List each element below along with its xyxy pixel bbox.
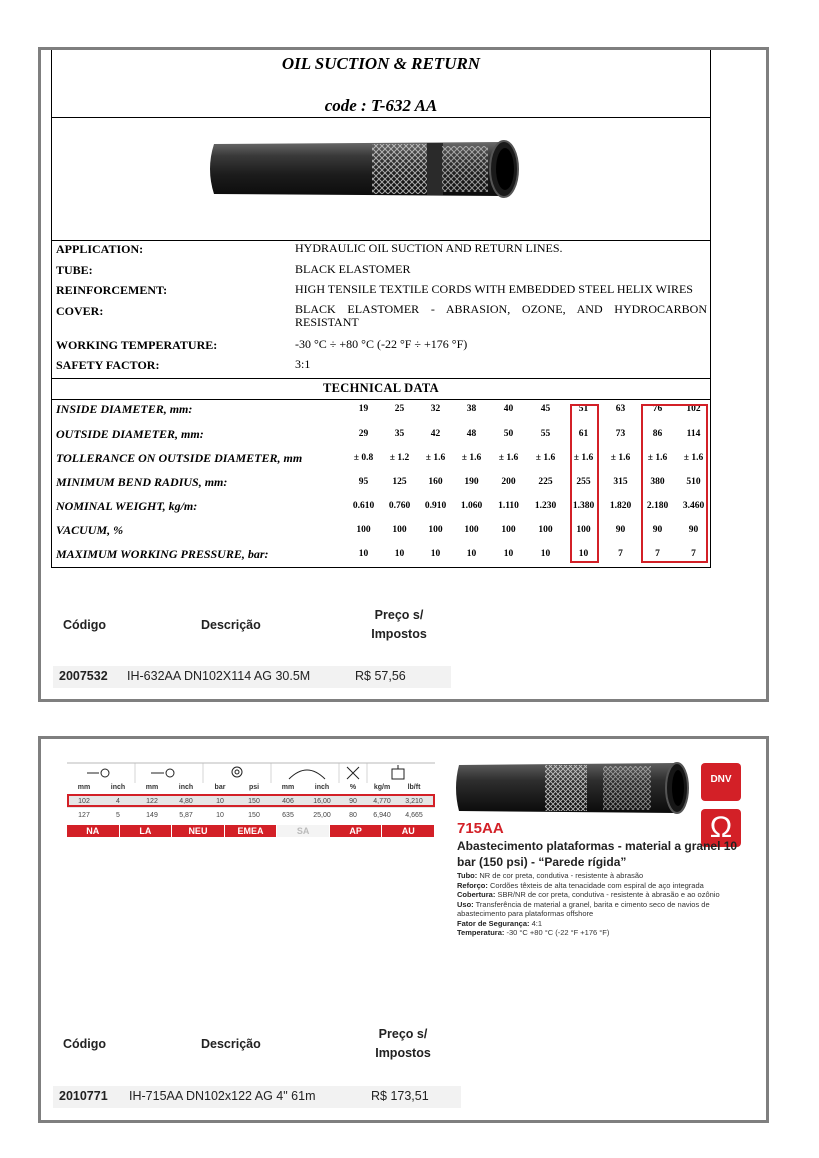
catalog-cell: 127 [78,812,90,819]
technical-data-cell: ± 1.6 [647,453,668,463]
technical-data-label: NOMINAL WEIGHT, kg/m: [56,499,198,513]
catalog-row [67,810,435,822]
catalog-unit: inch [178,784,194,791]
technical-data-row [52,402,710,426]
technical-data-cell: 114 [686,429,701,439]
catalog-cell: 10 [216,812,224,819]
spec-value-tube: BLACK ELASTOMER [295,262,411,276]
catalog-spec-value: 4:1 [531,918,543,928]
catalog-cell: 6,940 [373,812,391,819]
technical-data-cell: 42 [430,429,441,439]
technical-data-cell: 32 [430,404,441,414]
price-row [53,1086,461,1108]
catalog-spec-key: Tubo: [457,871,478,880]
catalog-spec-line [457,900,747,919]
technical-data-cell: 90 [652,525,663,535]
technical-data-cell: 315 [613,477,628,487]
technical-data-cell: 90 [688,525,699,535]
spec-label-reinforcement: REINFORCEMENT: [56,283,168,297]
catalog-cell: 4,770 [373,798,391,805]
catalog-unit: mm [281,784,295,791]
catalog-spec-value: -30 °C +80 °C (-22 °F +176 °F) [506,928,610,937]
product-description: IH-715AA DN102x122 AG 4" 61m [129,1089,316,1103]
technical-data-cell: 10 [503,549,514,559]
technical-data-cell: 160 [428,477,443,487]
technical-data-row [52,547,710,571]
price-row [53,666,451,688]
technical-data-cell: 29 [358,429,369,439]
catalog-unit: inch [314,784,330,791]
omega-badge: Ω [701,809,741,847]
technical-data-cell: ± 1.2 [389,453,410,463]
column-header-description: Descrição [201,1037,261,1051]
catalog-spec-key: Fator de Segurança: [457,918,530,928]
technical-data-cell: 7 [618,549,623,559]
dnv-badge: DNV [701,763,741,801]
technical-data-cell: 1.820 [609,501,632,511]
product-code: 2007532 [59,669,108,683]
catalog-product-title: Abastecimento plataformas - material a granel 10 bar (150 psi) - “Parede rígida” [457,839,738,869]
product-description: IH-632AA DN102X114 AG 30.5M [127,669,311,683]
region-bar [67,825,435,837]
region-tag-au: AU [382,825,434,837]
catalog-spec-key: Temperatura: [457,928,505,937]
product-price: R$ 57,56 [355,669,406,683]
technical-data-cell: 19 [358,404,369,414]
technical-data-cell: 10 [578,549,589,559]
technical-data-row [52,475,710,499]
technical-data-cell: 73 [615,429,626,439]
technical-data-cell: 50 [503,429,514,439]
technical-data-cell: 38 [466,404,477,414]
catalog-spec-key: Cobertura: [457,890,496,899]
catalog-spec-line [457,871,747,881]
technical-data-cell: 10 [358,549,369,559]
technical-data-cell: 255 [576,477,591,487]
catalog-cell: 25,00 [313,812,331,819]
column-header-price: Preço s/ Impostos [371,608,427,641]
catalog-unit: mm [77,784,91,791]
catalog-spec-value: Transferência de material a granel, barita e cimento seco de navios de abastecimento para plataformas offshore [457,899,710,918]
catalog-unit: bar [214,784,226,791]
catalog-cell: 16,00 [313,798,331,805]
spec-value-working-temperature: -30 °C ÷ +80 °C (-22 °F ÷ +176 °F) [295,337,468,351]
catalog-spec-key: Uso: [457,899,474,909]
technical-data-cell: 225 [538,477,553,487]
technical-data-cell: 61 [578,429,589,439]
technical-data-row [52,427,710,451]
catalog-spec-key: Reforço: [457,880,488,890]
spec-label-application: APPLICATION: [56,242,144,256]
catalog-product-specs [457,871,747,938]
catalog-product-code: 715AA [457,820,504,837]
technical-data-cell: 100 [428,525,443,535]
technical-data-cell: ± 1.6 [461,453,482,463]
catalog-spec-line [457,890,747,900]
catalog-spec-value: NR de cor preta, condutiva - resistente à abrasão [479,871,644,880]
catalog-highlight-box [67,794,435,807]
technical-data-cell: 45 [540,404,551,414]
technical-data-cell: 125 [392,477,407,487]
spec-value-application: HYDRAULIC OIL SUCTION AND RETURN LINES. [295,241,563,255]
technical-data-cell: ± 1.6 [573,453,594,463]
catalog-cell: 102 [78,798,90,805]
technical-data-label: OUTSIDE DIAMETER, mm: [56,427,204,441]
divider [52,378,710,379]
technical-data-cell: 1.060 [460,501,483,511]
technical-data-label: MAXIMUM WORKING PRESSURE, bar: [56,547,269,561]
technical-data-cell: ± 1.6 [683,453,704,463]
catalog-unit: inch [110,784,126,791]
region-tag-na: NA [67,825,119,837]
region-tag-neu: NEU [172,825,224,837]
catalog-spec-value: Cordões têxteis de alta tenacidade com espiral de aço integrada [489,880,704,890]
technical-data-cell: 0.910 [424,501,447,511]
technical-data-cell: 100 [464,525,479,535]
spec-value-cover: BLACK ELASTOMER - ABRASION, OZONE, AND HYDROCARBON RESISTANT [295,302,707,329]
technical-data-cell: ± 1.6 [498,453,519,463]
column-header-code: Código [63,1037,107,1051]
catalog-cell: 5 [116,812,120,819]
technical-data-cell: 90 [615,525,626,535]
catalog-spec-line [457,928,747,938]
catalog-cell: 635 [282,812,294,819]
catalog-header-icons [67,759,435,783]
technical-data-cell: 25 [394,404,405,414]
technical-data-cell: 48 [466,429,477,439]
technical-data-cell: 1.110 [498,501,519,511]
catalog-cell: 10 [216,798,224,805]
spec-label-cover: COVER: [56,304,104,318]
technical-data-cell: 35 [394,429,405,439]
catalog-cell: 4,80 [179,798,193,805]
catalog-spec-value: SBR/NR de cor preta, condutiva - resistente à abrasão e ao ozônio [497,890,720,899]
catalog-spec-line [457,919,747,929]
technical-data-cell: 86 [652,429,663,439]
technical-data-cell: 2.180 [646,501,669,511]
catalog-cell: 150 [248,798,260,805]
technical-data-cell: ± 1.6 [535,453,556,463]
catalog-unit: psi [248,784,260,791]
column-header-price: Preço s/ Impostos [375,1027,431,1060]
catalog-cell: 5,87 [179,812,193,819]
technical-data-label: INSIDE DIAMETER, mm: [56,402,193,416]
catalog-unit: % [349,784,357,791]
technical-data-cell: 63 [615,404,626,414]
column-header-description: Descrição [201,618,261,632]
technical-data-cell: 0.760 [388,501,411,511]
datasheet-title: OIL SUCTION & RETURN [281,54,481,73]
technical-data-cell: 102 [686,404,701,414]
datasheet-code: code : T-632 AA [324,96,438,115]
region-tag-sa: SA [277,825,329,837]
product-price: R$ 173,51 [371,1089,429,1103]
highlight-box-51 [570,404,599,563]
technical-data-row [52,523,710,547]
technical-data-cell: ± 1.6 [425,453,446,463]
spec-label-working-temperature: WORKING TEMPERATURE: [56,338,218,352]
catalog-cell: 80 [349,812,357,819]
catalog-cell: 406 [282,798,294,805]
technical-data-cell: 510 [686,477,701,487]
technical-data-cell: 100 [356,525,371,535]
technical-data-cell: 7 [691,549,696,559]
technical-data-cell: ± 1.6 [610,453,631,463]
technical-data-cell: 200 [501,477,516,487]
region-tag-la: LA [120,825,172,837]
catalog-unit: mm [145,784,159,791]
technical-data-cell: ± 0.8 [353,453,374,463]
technical-data-label: TOLLERANCE ON OUTSIDE DIAMETER, mm [56,451,303,465]
technical-data-cell: 40 [503,404,514,414]
technical-data-cell: 10 [540,549,551,559]
catalog-cell: 149 [146,812,158,819]
technical-data-cell: 10 [394,549,405,559]
datasheet [51,50,711,568]
technical-data-cell: 100 [392,525,407,535]
technical-data-cell: 10 [430,549,441,559]
technical-data-cell: 190 [464,477,479,487]
technical-data-cell: 100 [501,525,516,535]
technical-data-cell: 100 [576,525,591,535]
product-panel-715aa [38,736,769,1123]
technical-data-cell: 95 [358,477,369,487]
technical-data-label: MINIMUM BEND RADIUS, mm: [56,475,228,489]
technical-data-cell: 100 [538,525,553,535]
hose-image [202,134,532,204]
technical-data-cell: 7 [655,549,660,559]
highlight-box-76-102 [641,404,708,563]
spec-value-safety-factor: 3:1 [295,357,311,371]
region-tag-ap: AP [330,825,382,837]
technical-data-cell: 1.230 [534,501,557,511]
column-header-code: Código [63,618,107,632]
spec-value-reinforcement: HIGH TENSILE TEXTILE CORDS WITH EMBEDDED STEEL HELIX WIRES [295,282,693,296]
divider [52,117,710,118]
spec-label-safety-factor: SAFETY FACTOR: [56,358,160,372]
technical-data-cell: 76 [652,404,663,414]
technical-data-label: VACUUM, % [56,523,124,537]
technical-data-row [52,451,710,475]
catalog-cell: 150 [248,812,260,819]
technical-data-row [52,499,710,523]
product-panel-632aa [38,47,769,702]
catalog-cell: 3,210 [405,798,423,805]
technical-data-cell: 1.380 [572,501,595,511]
hose-photo [453,759,693,817]
catalog-cell: 4 [116,798,120,805]
catalog-spec-line [457,881,747,891]
catalog-unit: lb/ft [407,784,421,791]
technical-data-cell: 380 [650,477,665,487]
technical-data-cell: 0.610 [352,501,375,511]
technical-data-cell: 55 [540,429,551,439]
product-code: 2010771 [59,1089,108,1103]
region-tag-emea: EMEA [225,825,277,837]
technical-data-cell: 51 [578,404,589,414]
catalog-cell: 4,665 [405,812,423,819]
technical-data-cell: 3.460 [682,501,705,511]
technical-data-cell: 10 [466,549,477,559]
technical-data-title: TECHNICAL DATA [323,381,439,395]
spec-label-tube: TUBE: [56,263,93,277]
divider [52,399,710,400]
catalog-cell: 122 [146,798,158,805]
catalog-cell: 90 [349,798,357,805]
catalog-unit: kg/m [373,784,391,791]
